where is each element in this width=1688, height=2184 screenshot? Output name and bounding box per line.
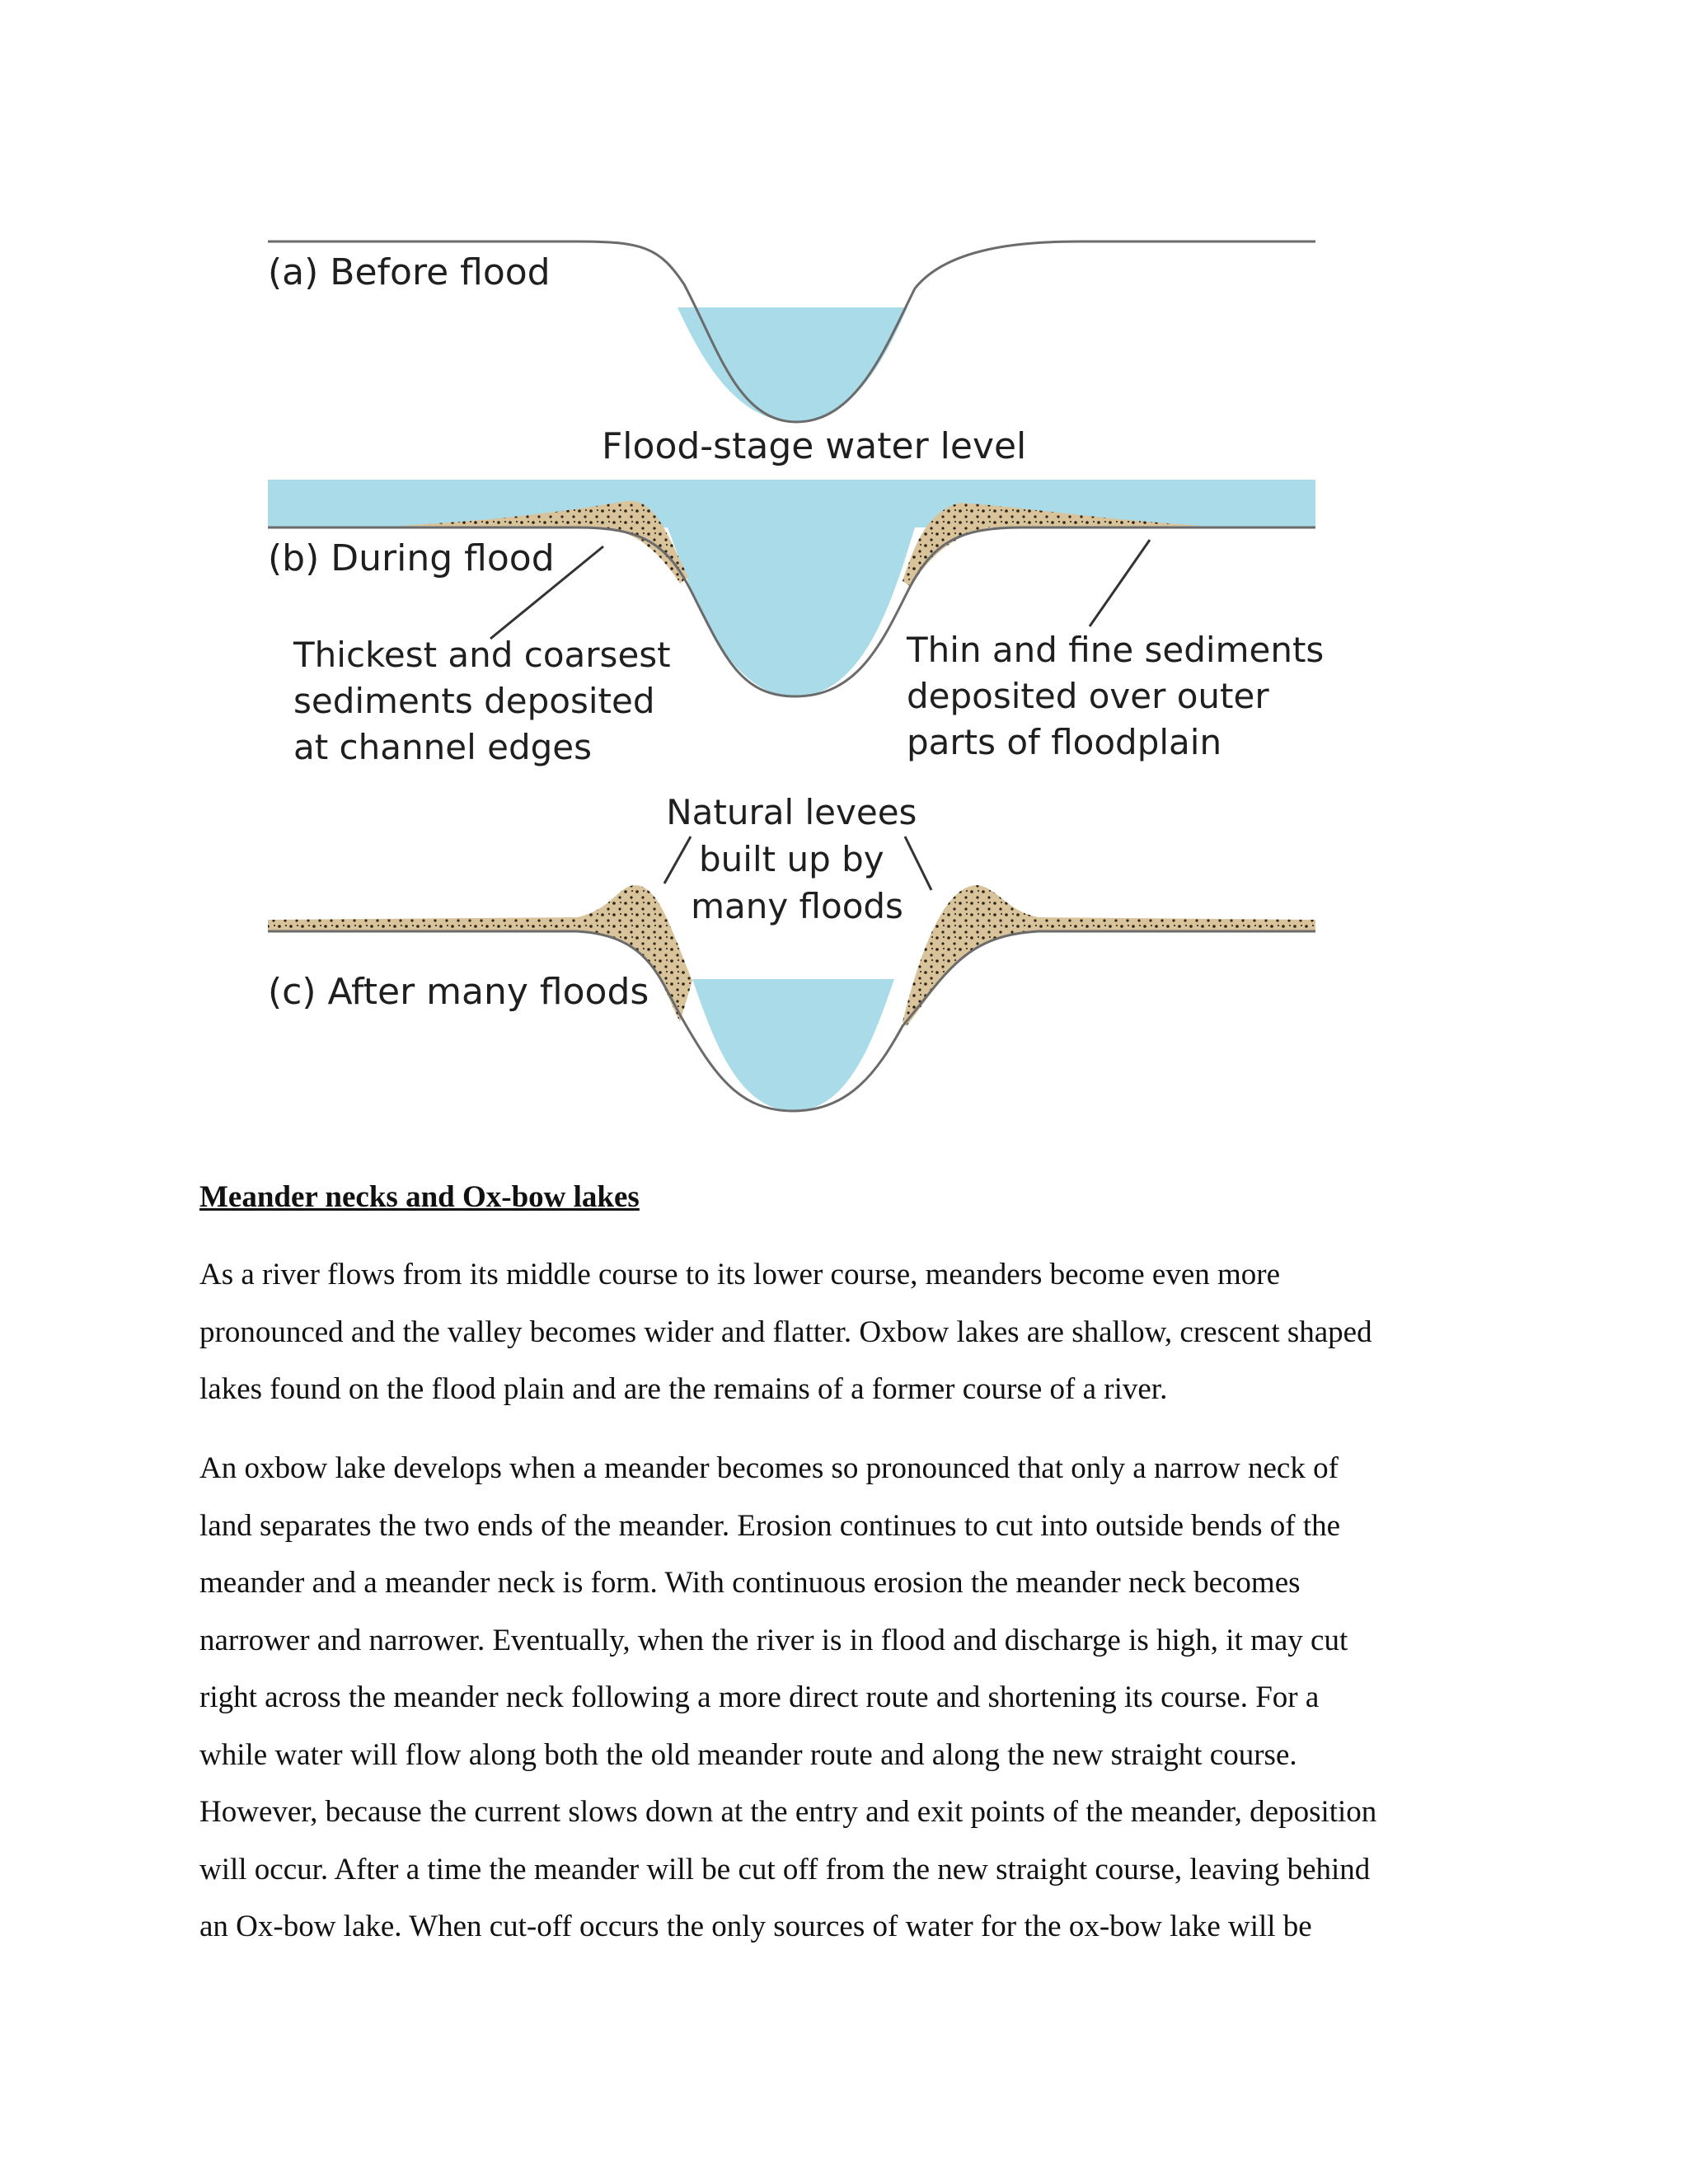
paragraph-oxbow-intro	[199, 1246, 1535, 1418]
note-levees-line-3: many floods	[691, 886, 903, 926]
paragraph-line: land separates the two ends of the meander. Erosion continues to cut into outside bends of the	[199, 1508, 1341, 1543]
paragraph-line: narrower and narrower. Eventually, when the river is in flood and discharge is high, it may cut	[199, 1623, 1348, 1657]
note-levees-line-2: built up by	[699, 839, 884, 879]
label-before-flood: (a) Before flood	[268, 251, 551, 293]
note-thickest-sediments	[293, 635, 682, 767]
paragraph-line: However, because the current slows down at the entry and exit points of the meander, deposition	[199, 1795, 1377, 1829]
paragraph-line: meander and a meander neck is form. With continuous erosion the meander neck becomes	[199, 1566, 1301, 1600]
pointer-levee-left	[664, 837, 691, 883]
note-right-line-1: Thin and fine sediments	[907, 630, 1325, 670]
water-before-flood	[678, 307, 907, 422]
note-left-line-3: at channel edges	[293, 727, 592, 767]
paragraph-oxbow-formation	[199, 1440, 1535, 1956]
note-thin-sediments	[906, 630, 1335, 762]
water-channel-after-floods	[692, 979, 894, 1111]
label-after-many-floods: (c) After many floods	[268, 971, 649, 1013]
paragraph-line: pronounced and the valley becomes wider and flatter. Oxbow lakes are shallow, crescent shaped	[199, 1315, 1372, 1349]
panel-before-flood	[268, 241, 1315, 422]
pointer-line-right	[1090, 540, 1150, 626]
note-right-line-3: parts of floodplain	[907, 722, 1222, 762]
paragraph-line: right across the meander neck following a more direct route and shortening its course. For a	[199, 1680, 1320, 1714]
paragraph-line: As a river flows from its middle course to its lower course, meanders become even more	[199, 1258, 1281, 1291]
section-heading: Meander necks and Ox-bow lakes	[199, 1180, 640, 1214]
water-channel-during-flood	[668, 527, 915, 696]
label-flood-stage: Flood-stage water level	[602, 425, 1027, 467]
paragraph-line: will occur. After a time the meander will be cut off from the new straight course, leaving behind	[199, 1852, 1371, 1886]
paragraph-line: an Ox-bow lake. When cut-off occurs the only sources of water for the ox-bow lake will be	[199, 1910, 1312, 1943]
paragraph-line: lakes found on the flood plain and are the remains of a former course of a river.	[199, 1372, 1168, 1406]
paragraph-line: while water will flow along both the old meander route and along the new straight course.	[199, 1737, 1297, 1772]
panel-after-many-floods	[268, 792, 1315, 1111]
label-during-flood: (b) During flood	[268, 537, 555, 579]
note-right-line-2: deposited over outer	[907, 676, 1269, 716]
pointer-levee-right	[905, 837, 931, 890]
paragraph-line: An oxbow lake develops when a meander becomes so pronounced that only a narrow neck of	[199, 1451, 1339, 1485]
note-natural-levees	[666, 792, 928, 926]
note-left-line-2: sediments deposited	[293, 681, 655, 721]
panel-during-flood	[268, 425, 1335, 767]
note-left-line-1: Thickest and coarsest	[293, 635, 671, 675]
flood-water-band	[268, 480, 1315, 527]
note-levees-line-1: Natural levees	[666, 792, 917, 832]
